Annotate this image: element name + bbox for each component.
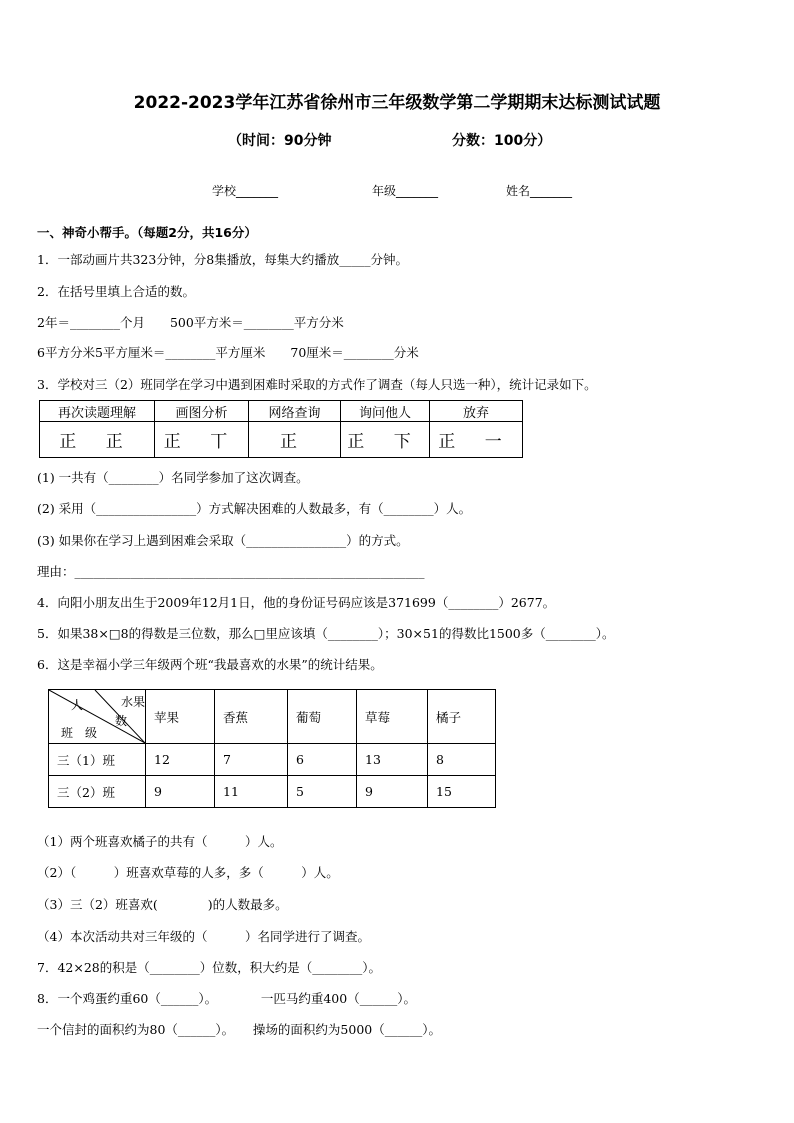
row-label: 三（1）班 [49, 744, 146, 776]
score-label: 分数：100分） [452, 133, 552, 149]
corner-cell [49, 690, 146, 744]
corner-count: 数 [115, 714, 128, 728]
name-field[interactable]: 姓名_______ [506, 184, 573, 198]
question-4: 4．向阳小朋友出生于2009年12月1日，他的身份证号码应该是371699（________）2677。 [37, 595, 556, 610]
fruit-header: 橘子 [428, 690, 496, 744]
question-3: 3．学校对三（2）班同学在学习中遇到困难时采取的方式作了调查（每人只选一种），统计记录如下。 [37, 377, 597, 392]
row-label: 三（2）班 [49, 776, 146, 808]
question-6-4: （4）本次活动共对三年级的（ ）名同学进行了调查。 [37, 929, 370, 944]
question-6-2: （2）（ ）班喜欢草莓的人多，多（ ）人。 [37, 865, 339, 880]
grade-field[interactable]: 年级_______ [372, 184, 439, 198]
question-2: 2．在括号里填上合适的数。 [37, 284, 195, 299]
question-6-1: （1）两个班喜欢橘子的共有（ ）人。 [37, 834, 283, 849]
fruit-header: 苹果 [146, 690, 215, 744]
corner-fruit: 水果 [121, 695, 146, 709]
survey-header: 询问他人 [341, 401, 430, 422]
question-3-1: (1) 一共有（________）名同学参加了这次调查。 [37, 470, 309, 485]
corner-class: 班 级 [61, 726, 98, 740]
tally-cell: 正 一 [430, 422, 523, 458]
fruit-header: 葡萄 [288, 690, 357, 744]
table-cell: 7 [215, 744, 288, 776]
tally-cell: 正 正 [40, 422, 155, 458]
section-heading: 一、神奇小帮手。（每题2分，共16分） [37, 225, 257, 240]
tally-cell: 正 [249, 422, 341, 458]
survey-header: 再次读题理解 [40, 401, 155, 422]
question-3-reason: 理由：________________________________________________________ [37, 564, 425, 579]
question-8a: 8．一个鸡蛋约重60（______）。 一匹马约重400（______）。 [37, 991, 416, 1006]
question-3-2: (2) 采用（________________）方式解决困难的人数最多，有（________）人。 [37, 501, 472, 516]
survey-header: 网络查询 [249, 401, 341, 422]
survey-header: 放弃 [430, 401, 523, 422]
table-cell: 8 [428, 744, 496, 776]
table-cell: 5 [288, 776, 357, 808]
school-field[interactable]: 学校_______ [212, 184, 279, 198]
table-cell: 12 [146, 744, 215, 776]
question-3-3: (3) 如果你在学习上遇到困难会采取（________________）的方式。 [37, 533, 409, 548]
tally-cell: 正 下 [341, 422, 430, 458]
fruit-header: 草莓 [357, 690, 428, 744]
question-6-3: （3）三（2）班喜欢( )的人数最多。 [37, 897, 288, 912]
table-cell: 11 [215, 776, 288, 808]
tally-cell: 正 丅 [155, 422, 249, 458]
survey-table [39, 400, 523, 458]
survey-header: 画图分析 [155, 401, 249, 422]
fruit-header: 香蕉 [215, 690, 288, 744]
table-cell: 15 [428, 776, 496, 808]
page-title: 2022-2023学年江苏省徐州市三年级数学第二学期期末达标测试试题 [133, 93, 661, 113]
question-6: 6．这是幸福小学三年级两个班“我最喜欢的水果”的统计结果。 [37, 657, 383, 672]
question-5: 5．如果38×□8的得数是三位数，那么□里应该填（________）；30×51的得数比1500多（________）。 [37, 626, 615, 641]
table-cell: 13 [357, 744, 428, 776]
fruit-table [48, 689, 496, 808]
question-8b: 一个信封的面积约为80（______）。 操场的面积约为5000（______）。 [37, 1022, 441, 1037]
table-cell: 6 [288, 744, 357, 776]
table-cell: 9 [357, 776, 428, 808]
time-label: （时间：90分钟 [228, 133, 332, 149]
question-7: 7．42×28的积是（________）位数，积大约是（________）。 [37, 960, 381, 975]
corner-person: 人 [71, 698, 84, 712]
question-1: 1．一部动画片共323分钟，分8集播放，每集大约播放_____分钟。 [37, 252, 409, 267]
question-2b: 6平方分米5平方厘米＝________平方厘米 70厘米＝________分米 [37, 345, 419, 360]
table-cell: 9 [146, 776, 215, 808]
question-2a: 2年＝________个月 500平方米＝________平方分米 [37, 315, 344, 330]
